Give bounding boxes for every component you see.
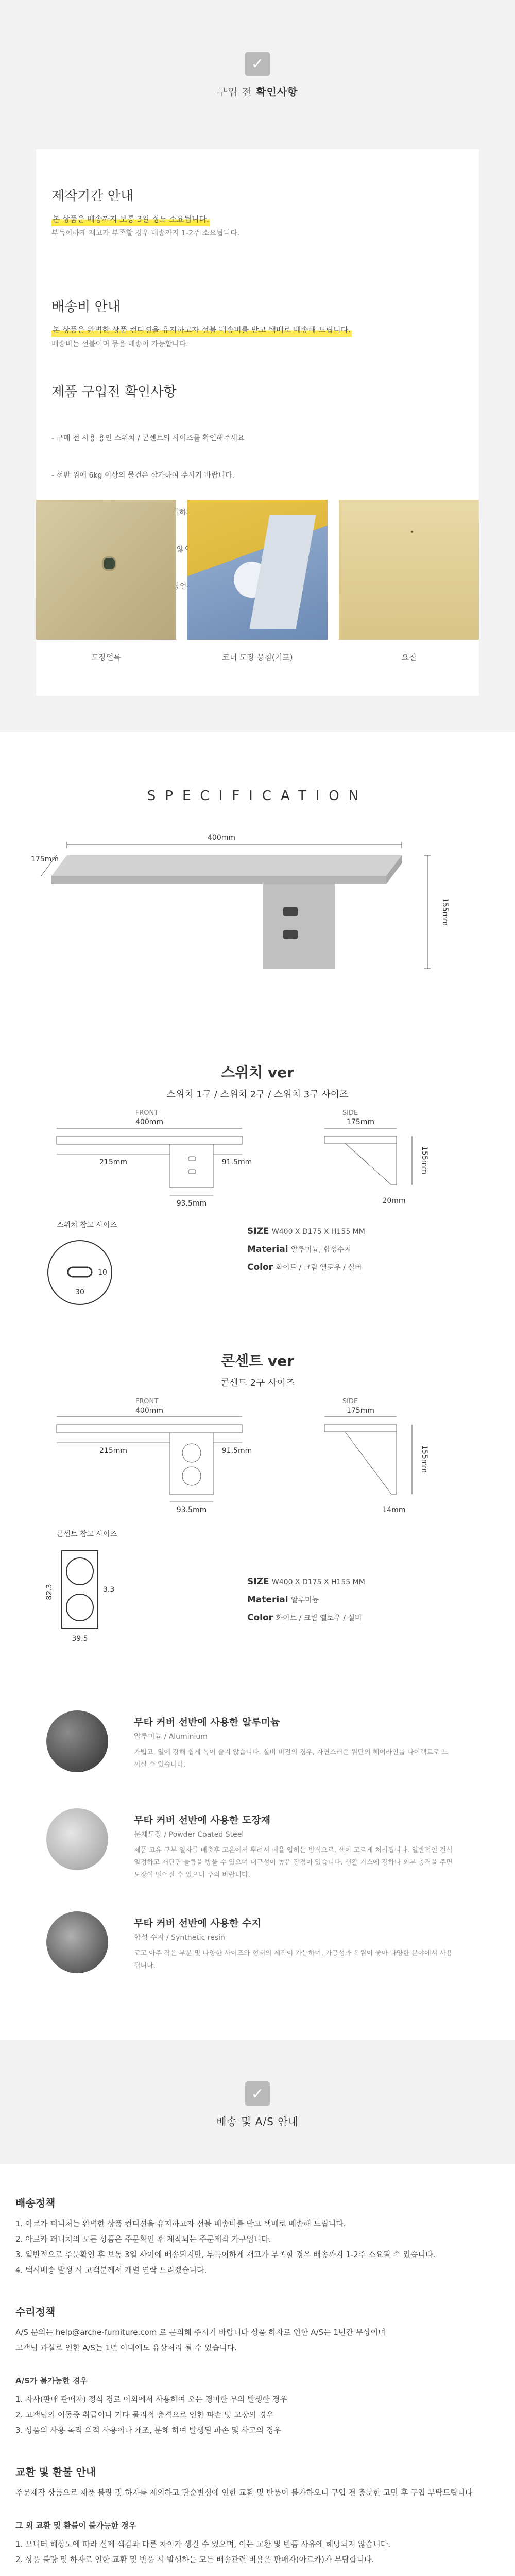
switch-ref-label: 스위치 참고 사이즈 <box>57 1221 117 1229</box>
defect-photos <box>36 500 479 670</box>
hole-width-label: 93.5mm <box>176 1506 207 1514</box>
outlet-size-row: SIZE W400 X D175 X H155 MM <box>247 1577 365 1587</box>
outlet-version <box>0 1350 515 1389</box>
shipping-heading: 배송비 안내 <box>52 299 121 315</box>
as-title: 배송 및 A/S 안내 <box>216 2115 299 2128</box>
left-offset-label: 215mm <box>99 1447 127 1455</box>
photo-caption: 코너 도장 뭉침(기포) <box>222 653 293 662</box>
as-content <box>15 2195 500 2567</box>
switch-version <box>0 1061 515 1100</box>
material-en: 분체도장 / Powder Coated Steel <box>134 1831 244 1839</box>
repair-heading: 수리정책 <box>15 2306 56 2318</box>
side-height-label: 155mm <box>420 1146 428 1174</box>
production-line-1: 본 상품은 배송까지 보통 3일 정도 소요됩니다. <box>52 212 210 226</box>
switch-slot <box>68 1267 92 1277</box>
left-offset-label: 215mm <box>99 1158 127 1166</box>
side-label: SIDE <box>342 1398 358 1405</box>
outlet-subtitle: 콘센트 2구 사이즈 <box>220 1378 295 1388</box>
right-offset-label: 91.5mm <box>221 1158 252 1166</box>
side-bottom-label: 20mm <box>382 1197 406 1205</box>
switch-subtitle: 스위치 1구 / 스위치 2구 / 스위치 3구 사이즈 <box>166 1089 349 1100</box>
shelf-top <box>52 855 402 876</box>
unavailable-item: 1. 자사(판매 판매자) 정식 경로 이외에서 사용하여 오는 경미한 부의 발생한 경우 <box>15 2395 287 2404</box>
switch-ref-h: 10 <box>98 1268 107 1277</box>
side-depth-label: 175mm <box>347 1406 374 1415</box>
pre-purchase-item: - 구매 전 사용 용인 스위치 / 콘센트의 사이즈를 확인해주세요 <box>52 434 245 443</box>
outlet-color-row: Color 화이트 / 크림 옐로우 / 실버 <box>247 1613 362 1623</box>
policy-item: 1. 아르카 퍼니처는 완벽한 상품 컨디션을 유지하고자 선불 배송비를 받고 택배로 배송해 드립니다. <box>15 2219 346 2228</box>
unevenness-photo <box>339 500 479 640</box>
shipping-fee-notice <box>52 296 464 351</box>
material-resin <box>46 1911 469 1999</box>
switch-size-row: SIZE W400 X D175 X H155 MM <box>247 1226 365 1236</box>
policy-item: 3. 일반적으로 주문확인 후 보통 3일 사이에 배송되지만, 부득이하게 재고가 부족할 경우 배송까지 1-2주 소요될 수 있습니다. <box>15 2250 436 2259</box>
policy-item: 2. 아르카 퍼니처의 모든 상품은 주문확인 후 제작되는 주문제작 가구입니다. <box>15 2234 271 2244</box>
outlet-diagram <box>36 1396 479 1664</box>
material-title: 무타 커버 선반에 사용한 수지 <box>134 1918 261 1929</box>
bracket-slot <box>283 907 298 916</box>
overall-width-label: 400mm <box>208 834 235 842</box>
powder-photo <box>46 1808 108 1870</box>
front-bracket <box>170 1144 213 1188</box>
check-icon: ✓ <box>245 52 270 76</box>
side-shelf <box>324 1136 397 1143</box>
overall-shelf-diagram <box>31 824 484 1041</box>
exchange-item: 주문제작 상품으로 제품 불량 및 하자를 제외하고 단순변심에 인한 교환 및 반품이 불가하오니 구입 전 충분한 고민 후 구입 부탁드립니다 <box>15 2488 473 2497</box>
material-desc: 제품 고유 구부 일자를 배출후 고온에서 뿌려서 페을 입히는 방식으로, 색이 고르게 처리됩니다. 일반적인 건식 일정하고 재단면 들큼을 방울 수 있으며 내구성이 높은 장점이 있습니다. 생활 기스에 강하나 외부 충격을 주면 도장이 떨어질 수 있으니 주의 바랍니다. <box>134 1846 453 1879</box>
section-title: 구입 전 확인사항 <box>217 86 298 98</box>
outlet-ref-h: 82.3 <box>45 1584 54 1600</box>
overall-height-label: 155mm <box>441 898 449 926</box>
front-shelf <box>57 1425 242 1433</box>
resin-photo <box>46 1911 108 1973</box>
hole-width-label: 93.5mm <box>176 1199 207 1208</box>
bracket-slot <box>283 930 298 939</box>
outlet-ref-w: 39.5 <box>72 1635 88 1643</box>
pre-purchase-section <box>0 0 515 732</box>
repair-item: 고객님 과실로 인한 A/S는 1년 이내에도 유상처리 될 수 있습니다. <box>15 2343 237 2352</box>
outlet-ref-label: 콘센트 참고 사이즈 <box>57 1530 117 1538</box>
repair-item: A/S 문의는 help@arche-furniture.com 로 문의해 주시기 바랍니다 상품 하자로 인한 A/S는 1년간 무상이며 <box>15 2328 386 2337</box>
unavailable2-item: 2. 상품 불량 및 하자로 인한 교환 및 반품 시 발생하는 모든 배송관련 비용은 판매자(아르카)가 부담합니다. <box>15 2555 374 2564</box>
switch-title: 스위치 ver <box>221 1064 294 1081</box>
shelf-front-edge <box>52 876 386 884</box>
front-shelf <box>57 1136 242 1144</box>
switch-ref-w: 30 <box>75 1288 84 1296</box>
shipping-line-2: 배송비는 선불이며 묶음 배송이 가능합니다. <box>52 340 188 348</box>
overall-depth-label: 175mm <box>31 855 59 863</box>
front-label: FRONT <box>135 1398 159 1405</box>
material-desc: 가볍고, 열에 강해 쉽게 녹이 슬지 않습니다. 실버 버전의 경우, 자연스러운 원단의 헤어라인을 다이렉트로 느끼실 수 있습니다. <box>134 1749 449 1769</box>
switch-material-row: Material 알루미늄, 합성수지 <box>247 1244 352 1255</box>
production-heading: 제작기간 안내 <box>52 189 133 204</box>
policy-item: 4. 택시배송 발생 시 고객분께서 개별 연락 드리겠습니다. <box>15 2265 207 2275</box>
production-line-2: 부득이하게 재고가 부족할 경우 배송까지 1-2주 소요됩니다. <box>52 229 240 238</box>
material-desc: 코고 아주 작은 부분 및 다양한 사이즈와 형태의 제작이 가능하며, 가공성과 복원이 좋아 다양한 분야에서 사용됩니다. <box>134 1950 453 1970</box>
as-section <box>0 2164 515 2576</box>
side-bottom-label: 14mm <box>382 1506 406 1514</box>
specification-title: SPECIFICATION <box>147 788 368 804</box>
front-label: FRONT <box>135 1109 159 1117</box>
material-title: 무타 커버 선반에 사용한 알루미늄 <box>134 1717 280 1728</box>
material-title: 무타 커버 선반에 사용한 도장재 <box>134 1815 271 1826</box>
unavailable-heading: A/S가 불가능한 경우 <box>15 2376 88 2385</box>
corner-bubble-photo <box>187 500 328 640</box>
material-aluminium <box>46 1710 469 1798</box>
photo-caption: 도장얼룩 <box>91 653 121 662</box>
unavailable2-heading: 그 외 교환 및 환불이 불가능한 경우 <box>15 2521 136 2530</box>
info-card <box>36 149 479 696</box>
material-en: 합성 수지 / Synthetic resin <box>134 1934 225 1942</box>
exchange-heading: 교환 및 환불 안내 <box>15 2466 96 2478</box>
unavailable2-item: 1. 모니터 해상도에 따라 실제 색감과 다른 차이가 생길 수 있으며, 이는 교환 및 반품 사유에 해당되지 않습니다. <box>15 2539 390 2549</box>
photo-caption: 요철 <box>401 653 417 662</box>
check-icon: ✓ <box>245 2081 270 2106</box>
policy-heading: 배송정책 <box>15 2197 56 2209</box>
material-powder <box>46 1808 469 1896</box>
aluminium-photo <box>46 1710 108 1772</box>
side-depth-label: 175mm <box>347 1118 374 1126</box>
outlet-title: 콘센트 ver <box>221 1352 294 1369</box>
production-notice <box>52 185 464 241</box>
unavailable-item: 3. 상품의 사용 목적 외적 사용이나 개조, 분해 하여 발생된 파손 및 사고의 경우 <box>15 2426 281 2435</box>
side-label: SIDE <box>342 1109 358 1117</box>
switch-color-row: Color 화이트 / 크림 옐로우 / 실버 <box>247 1262 362 1273</box>
side-bracket <box>345 1143 397 1185</box>
front-width-label: 400mm <box>135 1118 163 1126</box>
as-header-band <box>0 2040 515 2164</box>
paint-stain-photo <box>36 500 176 640</box>
outlet-material-row: Material 알루미늄 <box>247 1595 319 1605</box>
pre-purchase-heading: 제품 구입전 확인사항 <box>52 384 177 400</box>
shipping-line-1: 본 상품은 완벽한 상품 컨디션을 유지하고자 선불 배송비를 받고 택배로 배송해 드립니다. <box>52 323 352 337</box>
unavailable-item: 2. 고객님의 이동중 취급이나 기타 물리적 충격으로 인한 파손 및 고장의 경우 <box>15 2410 274 2419</box>
pre-purchase-item: - 선반 위에 6kg 이상의 물건은 삼가하여 주시기 바랍니다. <box>52 471 235 480</box>
side-height-label: 155mm <box>420 1445 428 1473</box>
right-offset-label: 91.5mm <box>221 1447 252 1455</box>
front-width-label: 400mm <box>135 1406 163 1415</box>
outlet-ref-gap: 3.3 <box>103 1586 115 1594</box>
material-en: 알루미늄 / Aluminium <box>134 1733 208 1741</box>
pre-purchase-item: 도장얼룩 <box>165 583 194 591</box>
bracket-panel <box>263 884 335 969</box>
